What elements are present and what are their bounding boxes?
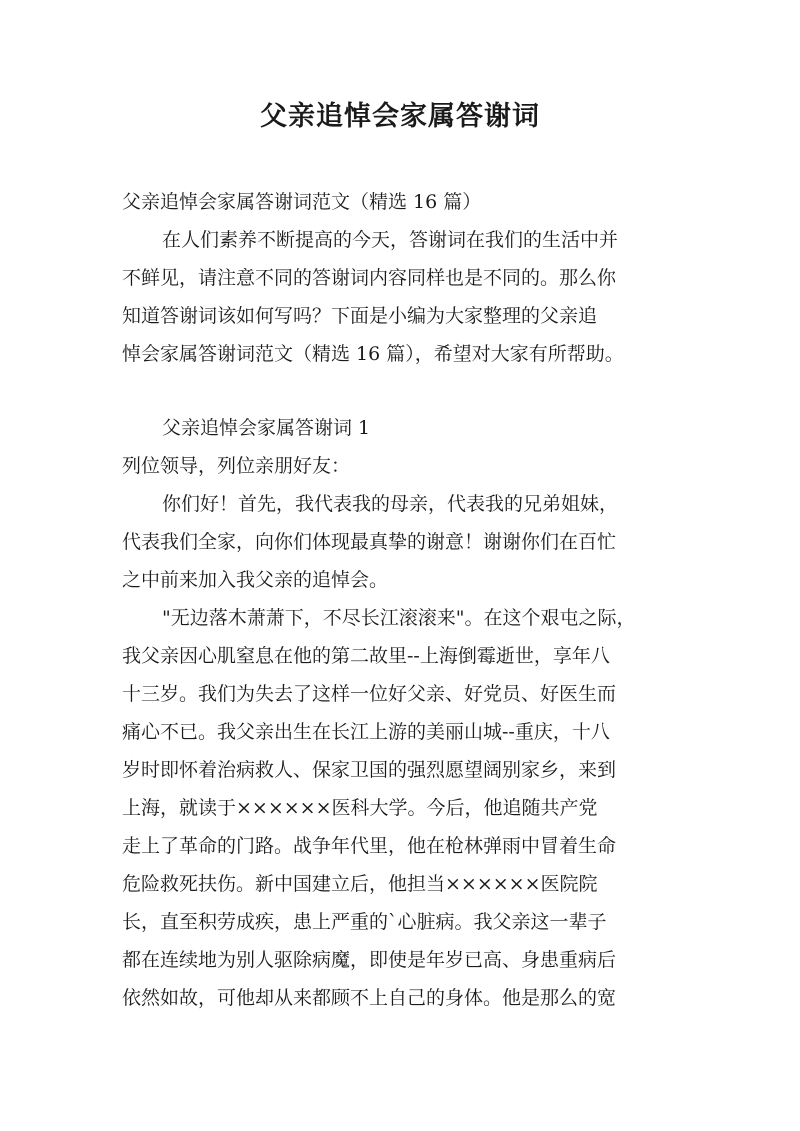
paragraph-line: 长，直至积劳成疾，患上严重的`心脏病。我父亲这一辈子	[122, 911, 607, 933]
intro-line: 悼会家属答谢词范文（精选 16 篇），希望对大家有所帮助。	[122, 343, 624, 365]
intro-line: 知道答谢词该如何写吗？下面是小编为大家整理的父亲追	[122, 305, 598, 327]
intro-line: 在人们素养不断提高的今天，答谢词在我们的生活中并	[162, 229, 619, 251]
intro-line: 不鲜见，请注意不同的答谢词内容同样也是不同的。那么你	[122, 267, 617, 289]
intro-paragraph	[122, 221, 692, 373]
paragraph-line: 上海，就读于××××××医科大学。今后，他追随共产党	[122, 797, 598, 819]
paragraph-line: 危险救死扶伤。新中国建立后，他担当××××××医院院	[122, 873, 598, 895]
paragraph-line: 之中前来加入我父亲的追悼会。	[122, 569, 389, 591]
intro-heading	[122, 183, 692, 221]
paragraph-line: 我父亲因心肌窒息在他的第二故里--上海倒霉逝世，享年八	[122, 645, 610, 667]
section-heading	[122, 409, 692, 447]
paragraph-line: 你们好！首先，我代表我的母亲，代表我的兄弟姐妹，	[162, 493, 619, 515]
paragraph-1	[122, 485, 692, 599]
paragraph-line: 代表我们全家，向你们体现最真挚的谢意！谢谢你们在百忙	[122, 531, 617, 553]
paragraph-line: "无边落木萧萧下，不尽长江滚滚来"。在这个艰屯之际，	[162, 607, 636, 629]
paragraph-line: 十三岁。我们为失去了这样一位好父亲、好党员、好医生而	[122, 683, 617, 705]
greeting-text: 列位领导，列位亲朋好友：	[122, 455, 351, 477]
paragraph-line: 依然如故，可他却从来都顾不上自己的身体。他是那么的宽	[122, 987, 617, 1009]
paragraph-line: 痛心不已。我父亲出生在长江上游的美丽山城--重庆，十八	[122, 721, 610, 743]
document-title: 父亲追悼会家属答谢词	[260, 101, 540, 132]
paragraph-2	[122, 599, 692, 1017]
paragraph-line: 岁时即怀着治病救人、保家卫国的强烈愿望阔别家乡，来到	[122, 759, 617, 781]
paragraph-line: 走上了革命的门路。战争年代里，他在枪林弹雨中冒着生命	[122, 835, 617, 857]
greeting	[122, 447, 692, 485]
paragraph-line: 都在连续地为别人驱除病魔，即使是年岁已高、身患重病后	[122, 949, 617, 971]
intro-heading-text: 父亲追悼会家属答谢词范文（精选 16 篇）	[122, 191, 482, 213]
section-heading-text: 父亲追悼会家属答谢词 1	[162, 417, 371, 439]
